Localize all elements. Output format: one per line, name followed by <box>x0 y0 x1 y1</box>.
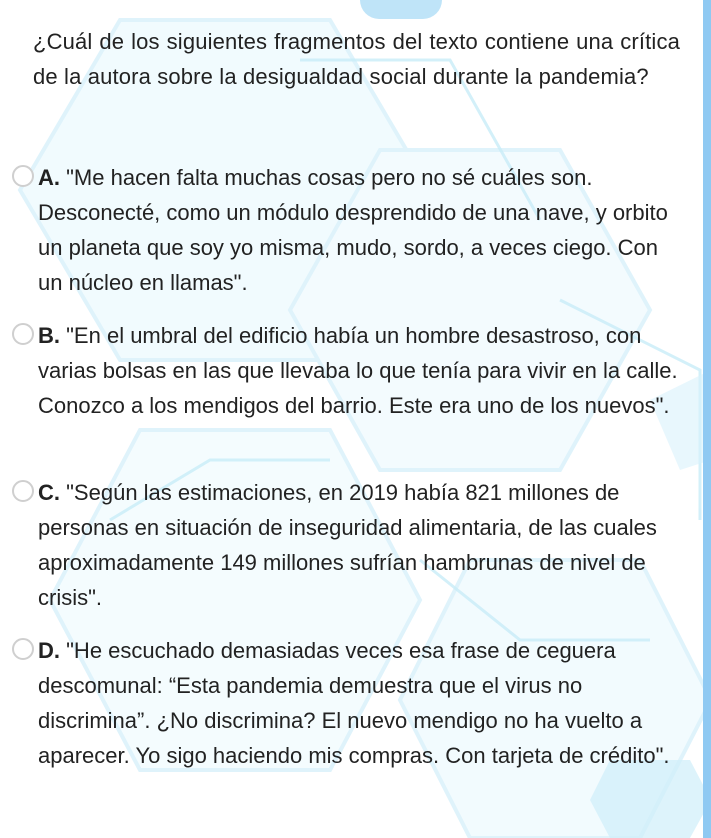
option-letter: D. <box>38 638 60 663</box>
option-d[interactable] <box>12 633 692 808</box>
option-letter: A. <box>38 165 60 190</box>
option-text: "He escuchado demasiadas veces esa frase de ceguera descomunal: “Esta pandemia demuestra que el virus no discrimina”. ¿No discrimina? El nuevo mendigo no ha vuelto a aparecer. Yo sigo haciendo mis compras. Con tarjeta de crédito". <box>38 638 670 768</box>
option-text: "En el umbral del edificio había un hombre desastroso, con varias bolsas en las que llevaba lo que tenía para vivir en la calle. Conozco a los mendigos del barrio. Este era uno de los nuevos". <box>38 323 678 418</box>
option-text: "Me hacen falta muchas cosas pero no sé cuáles son. Desconecté, como un módulo desprendido de una nave, y orbito un planeta que soy yo misma, mudo, sordo, a veces ciego. Con un núcleo en llamas". <box>38 165 668 295</box>
option-letter: B. <box>38 323 60 348</box>
option-text: "Según las estimaciones, en 2019 había 821 millones de personas en situación de inseguridad alimentaria, de las cuales aproximadamente 149 millones sufrían hambrunas de nivel de crisis". <box>38 480 657 610</box>
option-label <box>38 633 688 773</box>
option-letter: C. <box>38 480 60 505</box>
radio-button[interactable] <box>12 165 34 187</box>
option-label <box>38 160 688 300</box>
radio-button[interactable] <box>12 480 34 502</box>
radio-button[interactable] <box>12 323 34 345</box>
option-b[interactable] <box>12 318 692 458</box>
option-label <box>38 475 688 615</box>
radio-button[interactable] <box>12 638 34 660</box>
option-c[interactable] <box>12 475 692 615</box>
option-label <box>38 318 688 423</box>
question-text: ¿Cuál de los siguientes fragmentos del texto contiene una crítica de la autora sobre la desigualdad social durante la pandemia? <box>33 29 680 89</box>
option-a[interactable] <box>12 160 692 300</box>
